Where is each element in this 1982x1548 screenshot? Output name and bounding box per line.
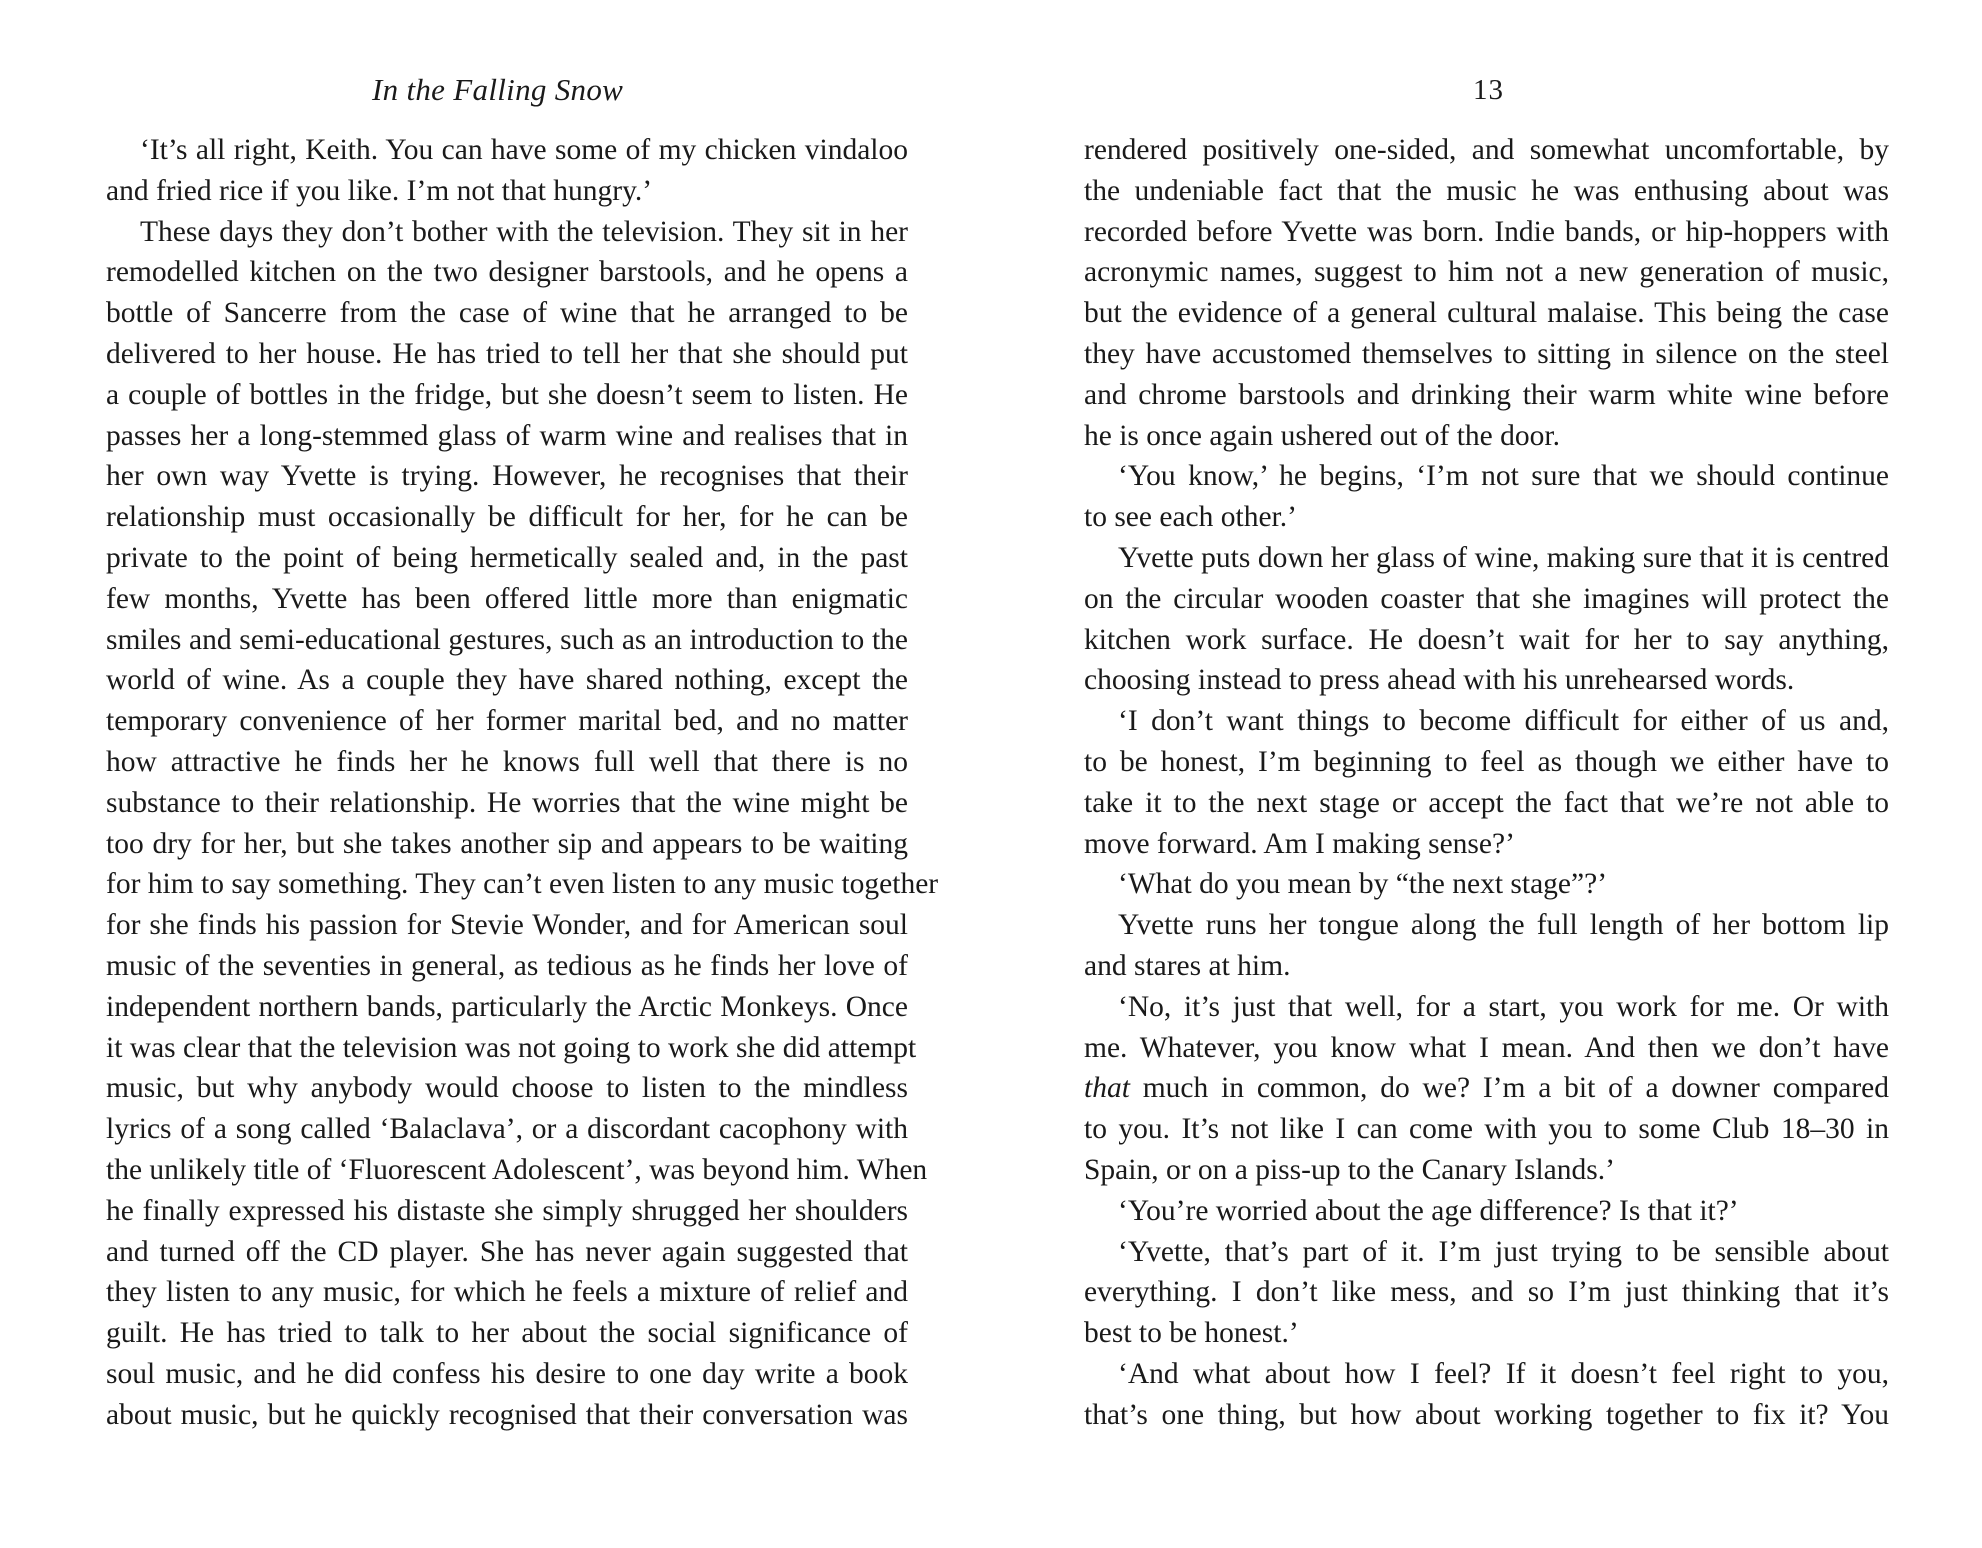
text-line: that’s one thing, but how about working together to fix it? You — [1084, 1398, 1889, 1431]
right-page — [991, 0, 1982, 1548]
text-line: he finally expressed his distaste she simply shrugged her shoulders — [106, 1194, 908, 1227]
text-line: music, but why anybody would choose to listen to the mindless — [106, 1072, 908, 1105]
text-line: and stares at him. — [1084, 949, 1291, 982]
line-text: much in common, do we? I’m a bit of a downer compared — [1129, 1072, 1889, 1105]
text-line: kitchen work surface. He doesn’t wait for her to say anything, — [1084, 623, 1889, 656]
text-line: ‘It’s all right, Keith. You can have some of my chicken vindaloo — [140, 134, 908, 166]
text-line: ‘You know,’ he begins, ‘I’m not sure that we should continue — [1118, 460, 1889, 493]
text-line: they listen to any music, for which he feels a mixture of relief and — [106, 1276, 908, 1309]
text-line: how attractive he finds her he knows full well that there is no — [106, 745, 908, 778]
text-line: move forward. Am I making sense?’ — [1084, 827, 1515, 860]
text-line: for she finds his passion for Stevie Wonder, and for American soul — [106, 909, 908, 942]
text-line: too dry for her, but she takes another sip and appears to be waiting — [106, 827, 908, 860]
text-line: me. Whatever, you know what I mean. And then we don’t have — [1084, 1031, 1889, 1064]
text-line: to be honest, I’m beginning to feel as though we either have to — [1084, 745, 1889, 778]
text-line: private to the point of being hermetically sealed and, in the past — [106, 541, 908, 574]
text-line: soul music, and he did confess his desire to one day write a book — [106, 1357, 908, 1390]
text-line: choosing instead to press ahead with his unrehearsed words. — [1084, 664, 1795, 697]
text-line: but the evidence of a general cultural malaise. This being the case — [1084, 297, 1889, 330]
text-line: it was clear that the television was not going to work she did attempt — [106, 1031, 917, 1064]
text-line: recorded before Yvette was born. Indie bands, or hip-hoppers with — [1084, 215, 1889, 248]
italic-word: that — [1084, 1072, 1130, 1105]
text-line: ‘Yvette, that’s part of it. I’m just trying to be sensible about — [1118, 1235, 1889, 1268]
text-line: ‘No, it’s just that well, for a start, you work for me. Or with — [1118, 990, 1889, 1023]
text-line: and fried rice if you like. I’m not that hungry.’ — [106, 174, 653, 207]
text-line: rendered positively one-sided, and somewhat uncomfortable, by — [1084, 134, 1889, 166]
text-line: These days they don’t bother with the television. They sit in her — [140, 215, 908, 248]
text-line: few months, Yvette has been offered little more than enigmatic — [106, 582, 908, 615]
right-page-body — [1084, 130, 1889, 1436]
text-line: a couple of bottles in the fridge, but she doesn’t seem to listen. He — [106, 378, 908, 411]
text-line: her own way Yvette is trying. However, he recognises that their — [106, 460, 908, 493]
text-line: take it to the next stage or accept the fact that we’re not able to — [1084, 786, 1889, 819]
text-line: Yvette runs her tongue along the full length of her bottom lip — [1118, 909, 1889, 942]
text-line: world of wine. As a couple they have shared nothing, except the — [106, 664, 908, 697]
text-line: they have accustomed themselves to sitting in silence on the steel — [1084, 337, 1889, 370]
text-line: smiles and semi-educational gestures, such as an introduction to the — [106, 623, 908, 656]
text-line: ‘What do you mean by “the next stage”?’ — [1118, 868, 1608, 901]
text-line — [1084, 1068, 1889, 1109]
text-line: lyrics of a song called ‘Balaclava’, or a discordant cacophony with — [106, 1113, 908, 1146]
text-line: independent northern bands, particularly the Arctic Monkeys. Once — [106, 990, 908, 1023]
text-line: ‘And what about how I feel? If it doesn’t feel right to you, — [1118, 1357, 1889, 1390]
text-line: acronymic names, suggest to him not a new generation of music, — [1084, 256, 1889, 289]
text-line: best to be honest.’ — [1084, 1317, 1299, 1350]
text-line: music of the seventies in general, as tedious as he finds her love of — [106, 949, 908, 982]
text-line: guilt. He has tried to talk to her about the social significance of — [106, 1317, 908, 1350]
text-line: relationship must occasionally be difficult for her, for he can be — [106, 501, 908, 534]
text-line: temporary convenience of her former marital bed, and no matter — [106, 705, 908, 738]
text-line: to see each other.’ — [1084, 501, 1297, 534]
running-head-title: In the Falling Snow — [372, 72, 624, 107]
text-line: substance to their relationship. He worries that the wine might be — [106, 786, 908, 819]
text-line: to you. It’s not like I can come with you to some Club 18–30 in — [1084, 1113, 1889, 1146]
text-line: bottle of Sancerre from the case of wine that he arranged to be — [106, 297, 908, 330]
text-line: the undeniable fact that the music he was enthusing about was — [1084, 174, 1889, 207]
text-line: Yvette puts down her glass of wine, making sure that it is centred — [1118, 541, 1889, 574]
text-line: delivered to her house. He has tried to tell her that she should put — [106, 337, 908, 370]
text-line: about music, but he quickly recognised that their conversation was — [106, 1398, 908, 1431]
text-line: passes her a long-stemmed glass of warm wine and realises that in — [106, 419, 908, 452]
text-line: on the circular wooden coaster that she imagines will protect the — [1084, 582, 1889, 615]
text-line: and turned off the CD player. She has never again suggested that — [106, 1235, 908, 1268]
text-line: ‘You’re worried about the age difference? Is that it?’ — [1118, 1194, 1739, 1227]
text-line: he is once again ushered out of the door. — [1084, 419, 1560, 452]
page-number: 13 — [1473, 74, 1504, 106]
text-line: for him to say something. They can’t even listen to any music together — [106, 868, 939, 901]
text-line: the unlikely title of ‘Fluorescent Adolescent’, was beyond him. When — [106, 1153, 928, 1186]
text-line: remodelled kitchen on the two designer barstools, and he opens a — [106, 256, 908, 289]
text-line: Spain, or on a piss-up to the Canary Islands.’ — [1084, 1153, 1615, 1186]
text-line: and chrome barstools and drinking their warm white wine before — [1084, 378, 1889, 411]
text-line: everything. I don’t like mess, and so I’m just thinking that it’s — [1084, 1276, 1889, 1309]
text-line: ‘I don’t want things to become difficult for either of us and, — [1118, 705, 1889, 738]
left-page-body — [106, 130, 939, 1436]
